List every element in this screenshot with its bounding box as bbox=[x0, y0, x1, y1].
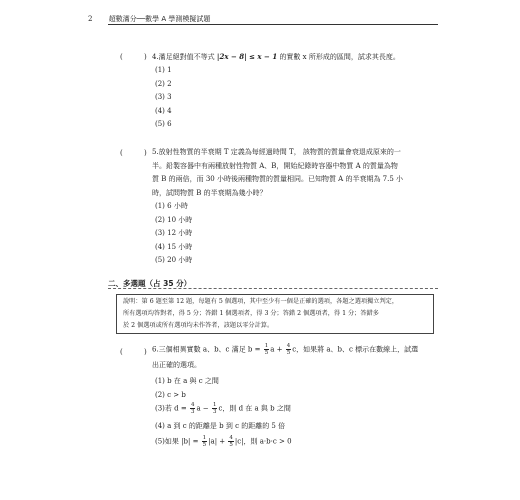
section-title: 二、多選題（占 35 分） bbox=[108, 279, 192, 288]
q6-opt5-fraction-1: $\frac{1}{5}$ bbox=[202, 435, 207, 448]
q6-text-c: c，如果將 a、b、c 標示在數線上，試選 bbox=[292, 345, 419, 354]
q4-option: (2) 2 bbox=[155, 79, 172, 88]
q6-text-b: a + bbox=[270, 345, 283, 354]
section-rule bbox=[108, 288, 438, 289]
q6-fraction-2: $\frac{4}{5}$ bbox=[286, 343, 291, 356]
q5-line: 時，試問物質 B 的半衰期為幾小時？ bbox=[152, 188, 267, 197]
q4-option: (5) 6 bbox=[155, 120, 172, 128]
q4-inequality: |2x − 8| ≤ x − 1 bbox=[216, 52, 278, 61]
q4-answer-paren-open: ( bbox=[120, 53, 123, 61]
q5-option: (3) 12 小時 bbox=[155, 229, 193, 237]
q4-text-post: 的實數 x 所形成的區間，試求其長度。 bbox=[279, 53, 400, 61]
q6-opt3-fraction-2: $\frac{1}{3}$ bbox=[212, 402, 217, 415]
q6-opt5-fraction-2: $\frac{4}{5}$ bbox=[229, 435, 233, 448]
q6-fraction-1: $\frac{1}{5}$ bbox=[264, 343, 269, 356]
q5-answer-paren-close: ) bbox=[144, 149, 147, 157]
q6-text-a: 6.三個相異實數 a、b、c 滿足 b = bbox=[152, 345, 261, 354]
page-number: 2 bbox=[88, 15, 93, 23]
q5-option: (1) 6 小時 bbox=[155, 202, 188, 210]
q4-stem bbox=[152, 50, 400, 65]
page-header bbox=[88, 14, 210, 24]
q5-option: (2) 10 小時 bbox=[155, 215, 193, 224]
q5-line: 5.放射性物質的半衰期 T 定義為每經過時間 T， 該物質的質量會衰退成原來的一 bbox=[152, 148, 401, 156]
q4-option: (4) 4 bbox=[155, 106, 172, 115]
q4-option: (3) 3 bbox=[155, 93, 172, 101]
q6-line2: 出正確的選項。 bbox=[152, 361, 201, 369]
q4-answer-paren-close: ) bbox=[144, 53, 147, 61]
q6-option-5: (5)如果 |b| = $\frac{1}{5}$ |a| + $\frac{4}{5}$ |c|，則 a·b·c > 0 bbox=[155, 435, 292, 448]
q6-option-4: (4) a 到 c 的距離是 b 到 c 的距離的 5 倍 bbox=[155, 422, 286, 430]
header-rule bbox=[108, 24, 438, 25]
q6-answer-paren-close: ) bbox=[144, 348, 147, 356]
q5-line: 半。鉛製容器中有兩種放射性物質 A、B，開始紀錄時容器中物質 A 的質量為物 bbox=[152, 161, 398, 170]
q6-option-2: (2) c > b bbox=[155, 391, 186, 399]
instructions-line: 說明：第 6 題至第 12 題，每題有 5 個選項，其中至少有一個是正確的選項，各題之選項獨立判定， bbox=[123, 298, 399, 305]
q6-answer-paren-open: ( bbox=[120, 348, 123, 356]
q6-opt3-fraction-1: $\frac{4}{3}$ bbox=[190, 402, 195, 415]
instructions-line: 於 2 個選項或所有選項均未作答者，該題以零分計算。 bbox=[123, 322, 274, 329]
q6-option-1: (1) b 在 a 與 c 之間 bbox=[155, 377, 219, 385]
q6-stem bbox=[152, 343, 418, 357]
q5-stem bbox=[152, 146, 403, 200]
section-instructions-box bbox=[116, 294, 434, 334]
q5-options bbox=[155, 200, 192, 268]
q4-option: (1) 1 bbox=[155, 66, 172, 74]
q5-answer-paren-open: ( bbox=[120, 149, 123, 157]
header-title: 超數滿分──數學 A 學測模擬試題 bbox=[108, 15, 211, 23]
q4-text-pre: 4.滿足絕對值不等式 bbox=[152, 53, 215, 61]
q5-option: (4) 15 小時 bbox=[155, 242, 193, 251]
q6-option-3: (3)若 d = $\frac{4}{3}$ a − $\frac{1}{3}$ c，則 d 在 a 與 b 之間 bbox=[155, 402, 291, 415]
q4-options bbox=[155, 64, 172, 132]
instructions-line: 所有選項均答對者，得 5 分；答錯 1 個選項者，得 3 分；答錯 2 個選項者，得 1 分；答錯多 bbox=[123, 310, 379, 317]
q5-line: 質 B 的兩倍，而 30 小時後兩種物質的質量相同。已知物質 A 的半衰期為 7.5 小 bbox=[152, 175, 404, 183]
q5-option: (5) 20 小時 bbox=[155, 256, 193, 264]
